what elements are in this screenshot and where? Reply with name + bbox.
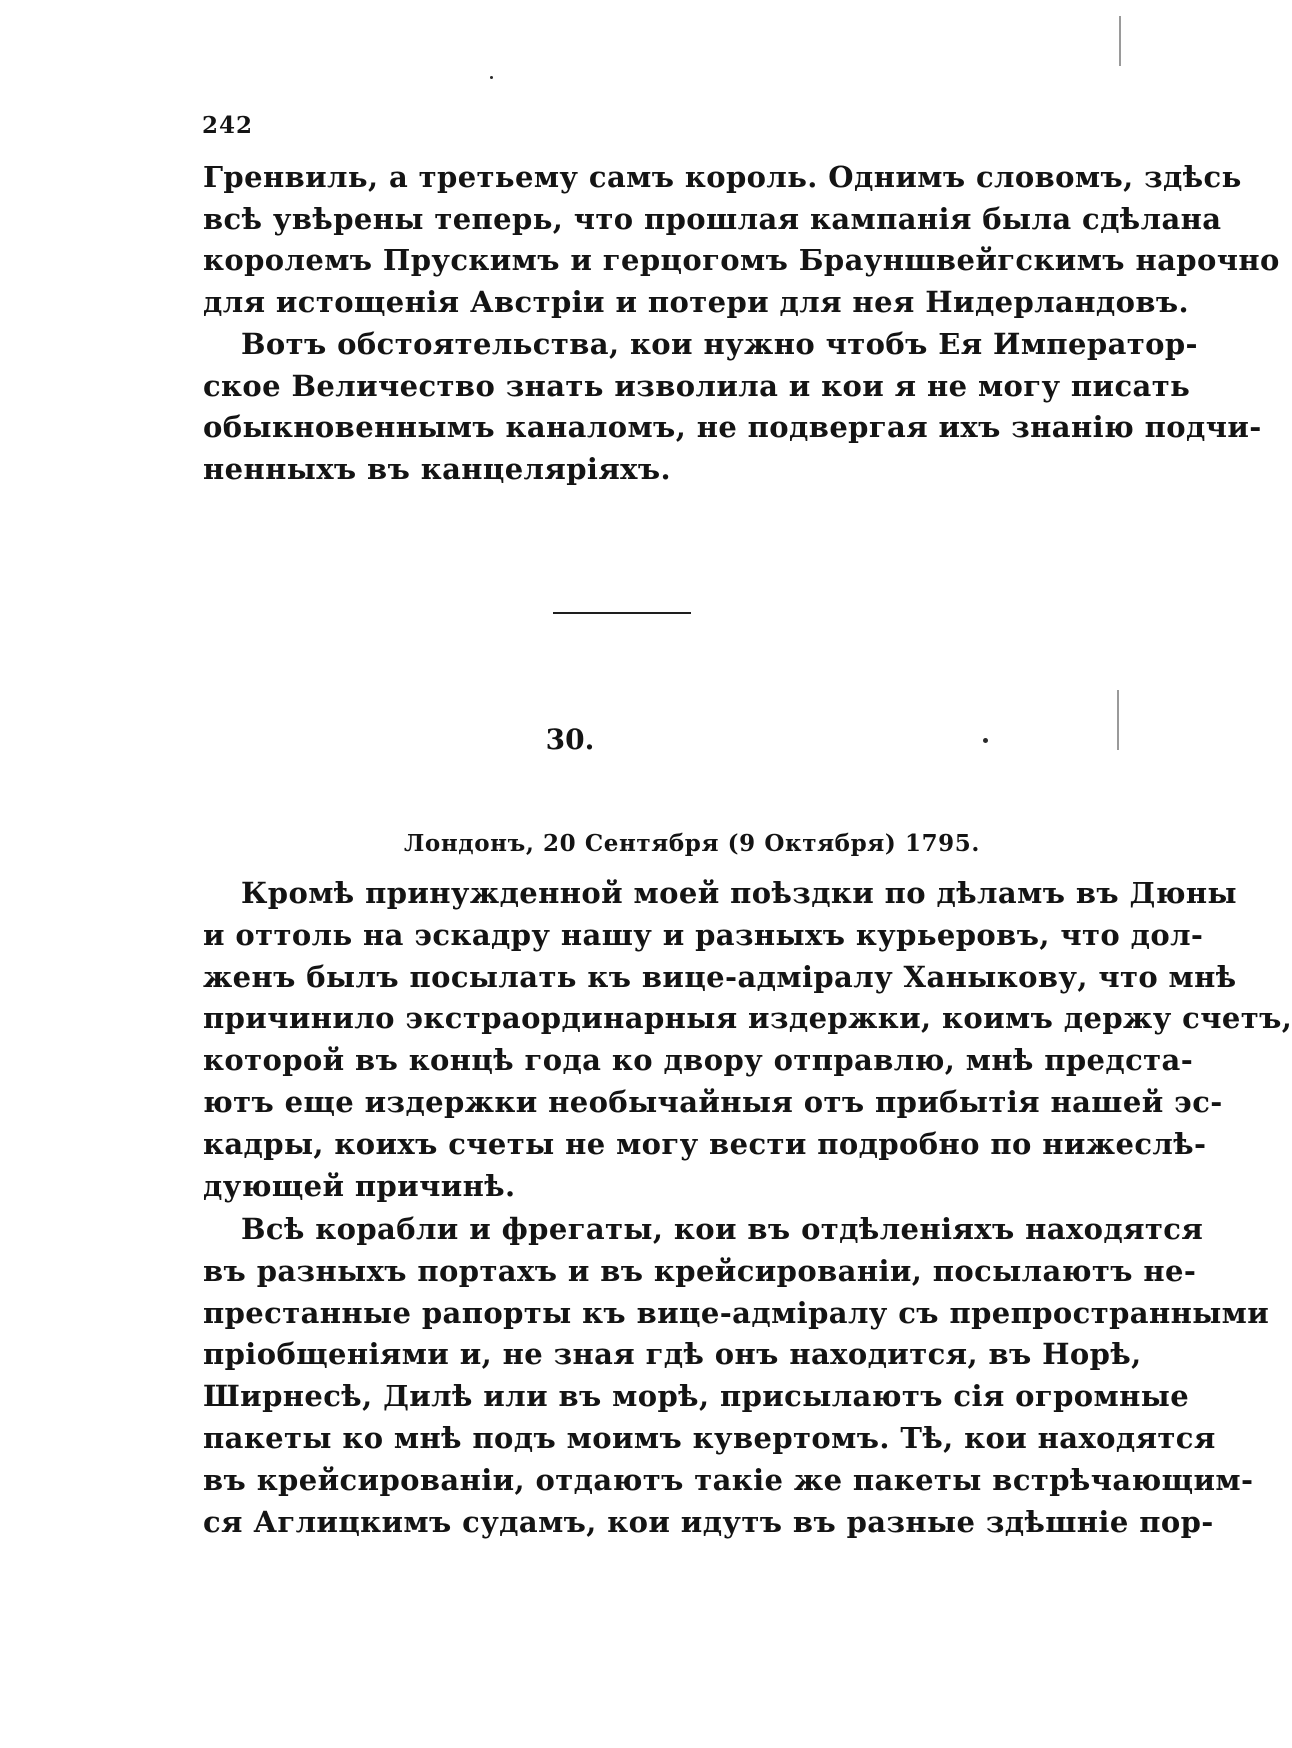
- text-line: дующей причинѣ.: [203, 1168, 516, 1203]
- text-line: ся Аглицкимъ судамъ, кои идутъ въ разные здѣшніе пор-: [203, 1504, 1214, 1539]
- text-line: пакеты ко мнѣ подъ моимъ кувертомъ. Тѣ, кои находятся: [203, 1420, 1216, 1455]
- text-line: престанные рапорты къ вице-адміралу съ препространными: [203, 1295, 1270, 1330]
- paragraph-3: [203, 873, 1292, 1207]
- text-line: всѣ увѣрены теперь, что прошлая кампанія была сдѣлана: [203, 201, 1222, 236]
- text-line: которой въ концѣ года ко двору отправлю, мнѣ предста-: [203, 1043, 1194, 1078]
- text-line: кадры, коихъ счеты не могу вести подробно по нижеслѣ-: [203, 1126, 1207, 1161]
- scan-edge-line: [1119, 16, 1121, 66]
- text-line: Вотъ обстоятельства, кои нужно чтобъ Ея Император-: [241, 327, 1198, 361]
- section-number: 30.: [545, 723, 595, 756]
- text-line: Кромѣ принужденной моей поѣздки по дѣламъ въ Дюны: [241, 876, 1237, 910]
- scan-edge-line: [1117, 690, 1119, 750]
- page-number: 242: [202, 112, 254, 139]
- text-line: въ разныхъ портахъ и въ крейсированіи, посылаютъ не-: [203, 1253, 1197, 1288]
- text-line: ское Величество знать изволила и кои я не могу писать: [203, 368, 1191, 403]
- text-line: Ширнесѣ, Дилѣ или въ морѣ, присылаютъ сія огромные: [203, 1379, 1190, 1414]
- scan-speck: [490, 76, 493, 79]
- text-line: въ крейсированіи, отдаютъ такіе же пакеты встрѣчающим-: [203, 1462, 1254, 1497]
- text-line: и оттоль на эскадру нашу и разныхъ курьеровъ, что дол-: [203, 917, 1204, 952]
- text-line: ненныхъ въ канцеляріяхъ.: [203, 451, 671, 486]
- paragraph-1: [203, 157, 1280, 323]
- text-line: для истощенія Австріи и потери для нея Нидерландовъ.: [203, 284, 1190, 319]
- section-divider: [553, 612, 691, 614]
- text-line: Гренвиль, а третьему самъ король. Однимъ словомъ, здѣсь: [203, 160, 1242, 194]
- letter-dateline: Лондонъ, 20 Сентября (9 Октября) 1795.: [403, 830, 980, 857]
- paragraph-2: [203, 324, 1262, 490]
- text-line: женъ былъ посылать къ вице-адміралу Ханыкову, что мнѣ: [203, 959, 1237, 994]
- text-line: ютъ еще издержки необычайныя отъ прибытія нашей эс-: [203, 1084, 1223, 1119]
- scan-speck: [983, 738, 988, 743]
- text-line: пріобщеніями и, не зная гдѣ онъ находится, въ Норѣ,: [203, 1337, 1142, 1372]
- text-line: причинило экстраординарныя издержки, коимъ держу счетъ,: [203, 1001, 1292, 1036]
- paragraph-4: [203, 1209, 1270, 1543]
- text-line: королемъ Прускимъ и герцогомъ Брауншвейгскимъ нарочно: [203, 243, 1280, 277]
- text-line: обыкновеннымъ каналомъ, не подвергая ихъ знанію подчи-: [203, 410, 1262, 444]
- text-line: Всѣ корабли и фрегаты, кои въ отдѣленіяхъ находятся: [241, 1212, 1204, 1246]
